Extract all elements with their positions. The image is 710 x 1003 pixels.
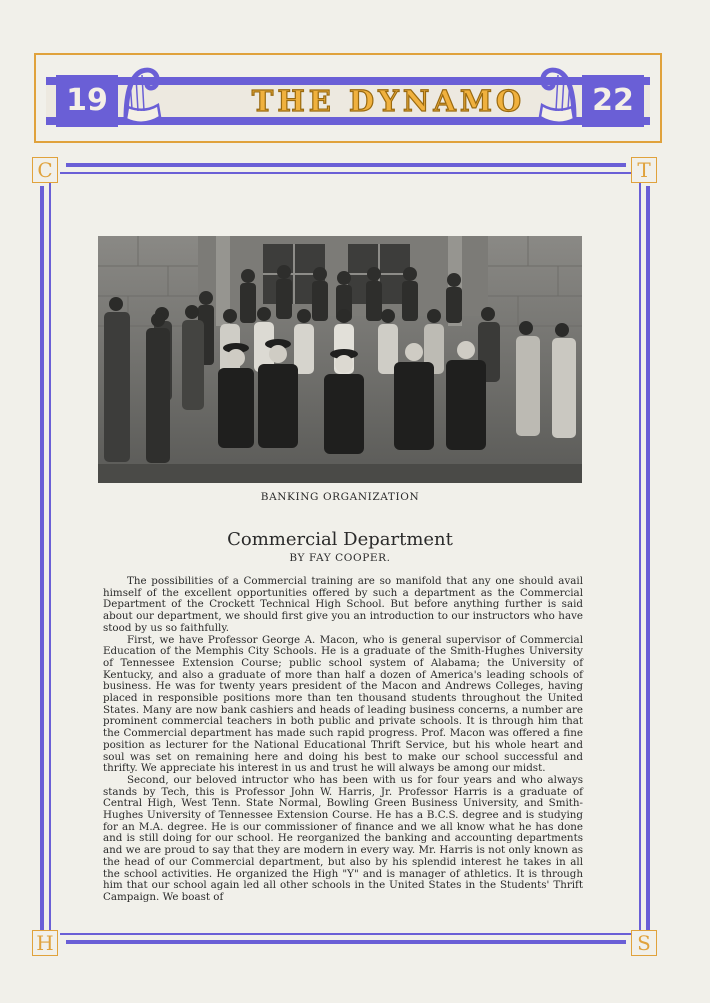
frame-top-line bbox=[60, 172, 632, 174]
scroll-ornament-left-icon bbox=[120, 61, 164, 133]
frame-right-line bbox=[639, 180, 641, 936]
corner-letter-top-right: T bbox=[631, 157, 657, 183]
banner-title: THE DYNAMO bbox=[251, 84, 526, 118]
frame-left-line bbox=[49, 180, 51, 936]
frame-bottom-bar bbox=[66, 940, 626, 944]
header-banner bbox=[34, 53, 662, 143]
article-paragraph: The possibilities of a Commercial training are so manifold that any one should avail himself of the excellent opportunities offered by such a department as the Commercial Department of the Crockett Technical High School. But before anything further is said about our department, we should first give you an introduction to our instructors who have stood by us so faithfully. bbox=[103, 575, 583, 634]
frame-left-bar bbox=[40, 186, 44, 930]
year-right: 22 bbox=[582, 75, 644, 127]
article-body bbox=[103, 576, 583, 904]
frame-bottom-line bbox=[60, 933, 632, 935]
group-photo-image bbox=[98, 236, 582, 483]
year-left: 19 bbox=[56, 75, 118, 127]
frame-right-bar bbox=[646, 186, 650, 930]
group-photo bbox=[98, 236, 582, 483]
article-title: Commercial Department bbox=[227, 529, 453, 550]
photo-caption: BANKING ORGANIZATION bbox=[260, 491, 420, 503]
frame-top-bar bbox=[66, 163, 626, 167]
article-paragraph: First, we have Professor George A. Macon, who is general supervisor of Commercial Education of the Memphis City Schools. He is a graduate of the Smith-Hughes University of Tennessee Extension Course; public school system of Alabama; the University of Kentucky, and also a graduate of more than half a dozen of America's leading schools of business. He was for twenty years president of the Macon and Andrews Colleges, having placed in responsible positions more than ten thousand students throughout the United States. Many are now bank cashiers and heads of leading business concerns, a number are prominent commercial teachers in both public and private schools. It is through him that the Commercial department has made such rapid progress. Prof. Macon was offered a fine position as lecturer for the National Educational Thrift Service, but his whole heart and soul was set on remaining here and doing his best to make our school successful and thrifty. We appreciate his interest in us and trust he will always be among our midst. bbox=[103, 633, 583, 775]
corner-letter-bottom-left: H bbox=[32, 930, 58, 956]
article-byline: BY FAY COOPER. bbox=[289, 552, 391, 564]
corner-letter-top-left: C bbox=[32, 157, 58, 183]
article-paragraph: Second, our beloved intructor who has been with us for four years and who always stands by Tech, this is Professor John W. Harris, Jr. Professor Harris is a graduate of Central High, West Tenn. State Normal, Bowling Green Business University, and Smith-Hughes University of Tennessee Extension Course. He has a B.C.S. degree and is studying for an M.A. degree. He is our commissioner of finance and we all know what he has done and is still doing for our school. He reorganized the banking and accounting departments and we are proud to say that they are modern in every way. Mr. Harris is not only known as the head of our Commercial department, but also by his splendid interest he takes in all the school activities. He organized the High "Y" and is manager of athletics. It is through him that our school again led all other schools in the United States in the Students' Thrift Campaign. We boast of bbox=[103, 773, 583, 903]
corner-letter-bottom-right: S bbox=[631, 930, 657, 956]
